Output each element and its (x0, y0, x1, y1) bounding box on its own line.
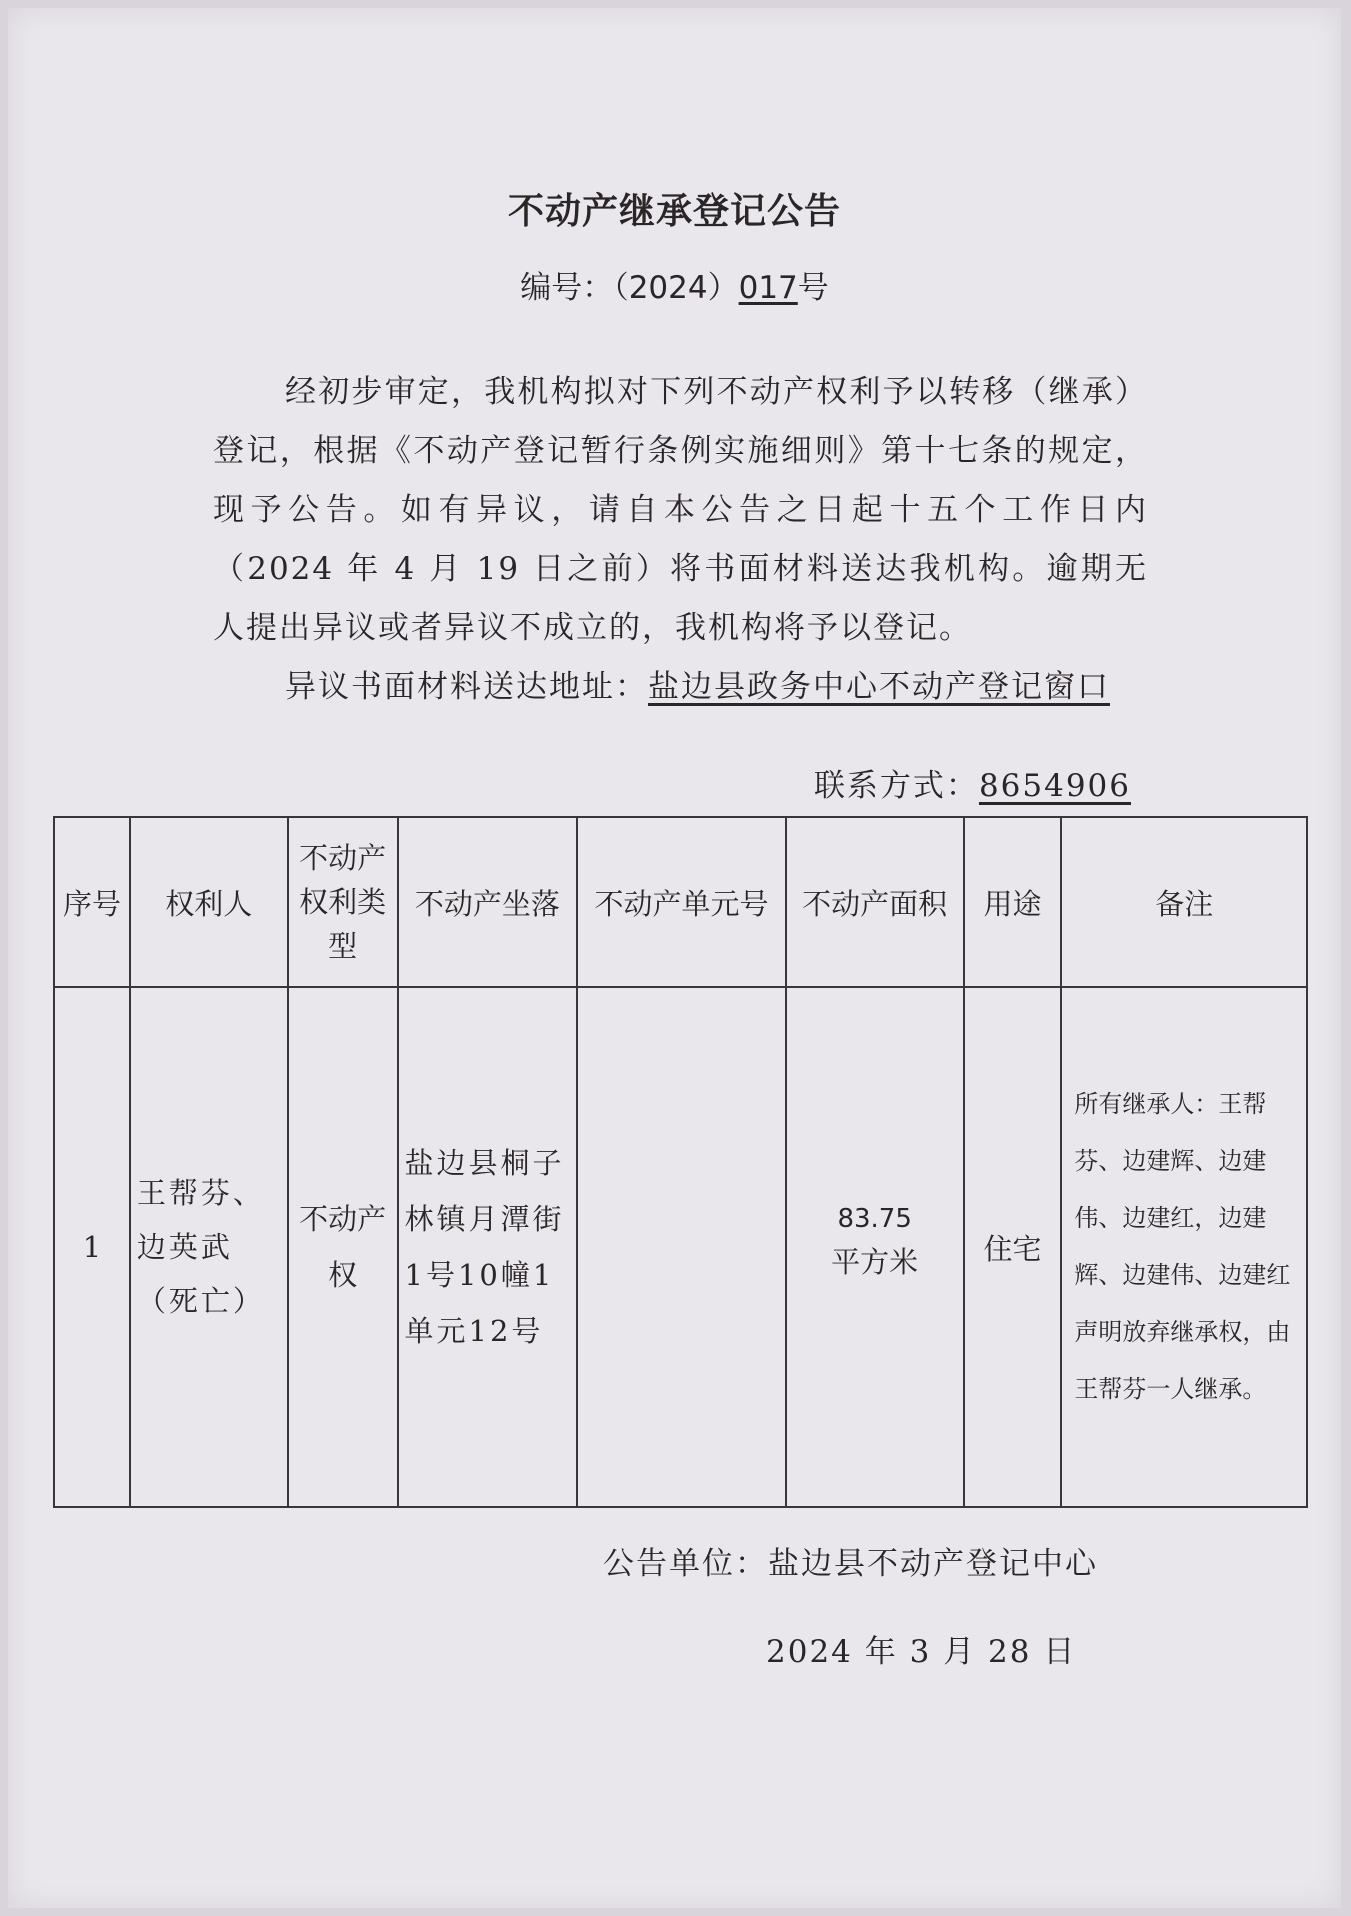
cell-seq: 1 (54, 987, 130, 1507)
contact-phone: 8654906 (978, 768, 1131, 804)
signer: 公告单位：盐边县不动产登记中心 (603, 1546, 1098, 1582)
objection-address (213, 658, 1148, 717)
cell-area (786, 987, 964, 1507)
header-unit-no: 不动产单元号 (577, 817, 786, 987)
cell-location: 盐边县桐子林镇月潭街1号10幢1单元12号 (398, 987, 578, 1507)
contact-line (814, 760, 1131, 805)
header-right-type: 不动产权利类型 (288, 817, 398, 987)
document-number-code: 017 (738, 270, 798, 306)
document-number (8, 262, 1341, 307)
header-holder: 权利人 (130, 817, 288, 987)
notice-date: 2024 年 3 月 28 日 (766, 1634, 1077, 1670)
notice-body (213, 363, 1148, 717)
cell-area-unit: 平方米 (831, 1245, 919, 1279)
header-area: 不动产面积 (786, 817, 964, 987)
header-location: 不动产坐落 (398, 817, 578, 987)
cell-holder: 王帮芬、边英武（死亡） (130, 987, 288, 1507)
notice-paper (8, 8, 1341, 1908)
cell-note: 所有继承人：王帮芬、边建辉、边建伟、边建红，边建辉、边建伟、边建红声明放弃继承权，由王帮芬一人继承。 (1061, 987, 1307, 1507)
header-usage: 用途 (964, 817, 1062, 987)
header-note: 备注 (1061, 817, 1307, 987)
cell-right-type: 不动产权 (288, 987, 398, 1507)
document-number-suffix: 号 (797, 270, 829, 306)
notice-paragraph: 经初步审定，我机构拟对下列不动产权利予以转移（继承）登记，根据《不动产登记暂行条例实施细则》第十七条的规定，现予公告。如有异议，请自本公告之日起十五个工作日内（2024 年 4 月 19 日之前）将书面材料送达我机构。逾期无人提出异议或者异议不成立的，我机构将予以登记。 (213, 374, 1148, 646)
contact-label: 联系方式： (813, 768, 979, 804)
cell-area-value: 83.75 (837, 1204, 912, 1234)
page-title: 不动产继承登记公告 (507, 191, 841, 232)
table-row (54, 987, 1307, 1507)
header-seq: 序号 (54, 817, 130, 987)
cell-usage: 住宅 (964, 987, 1062, 1507)
table-header-row (54, 817, 1307, 987)
cell-unit-no (577, 987, 786, 1507)
objection-address-label: 异议书面材料送达地址： (285, 669, 648, 705)
registration-table (53, 816, 1308, 1508)
document-number-prefix: 编号：（2024） (520, 270, 739, 306)
objection-address-value: 盐边县政务中心不动产登记窗口 (648, 669, 1110, 705)
